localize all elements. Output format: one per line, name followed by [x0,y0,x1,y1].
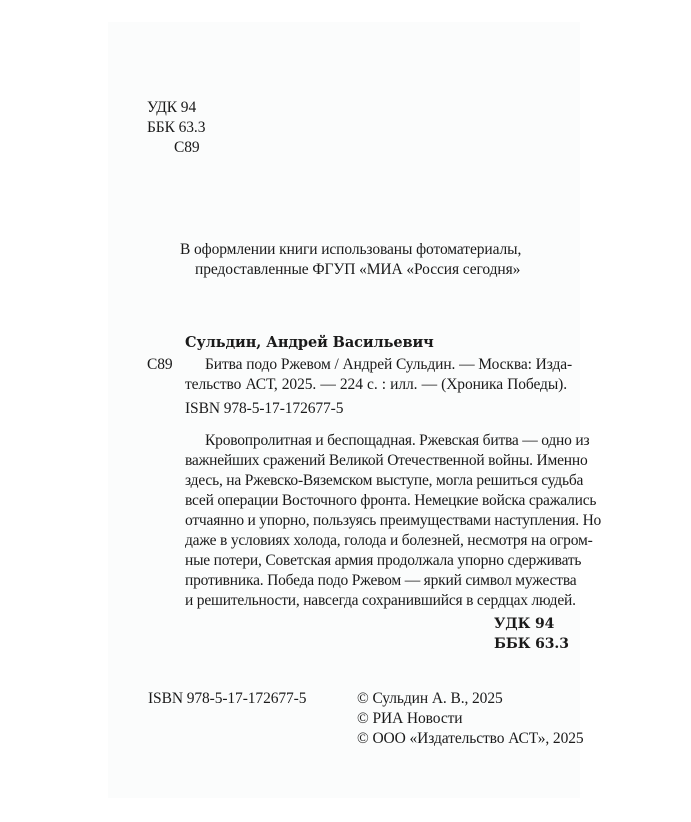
photo-credit-line-2: предоставленные ФГУП «МИА «Россия сегодня» [195,261,521,278]
annotation-line: и решительности, навсегда сохранившийся в сердцах людей. [185,592,576,609]
bbk-code-top: ББК 63.3 [147,119,206,136]
annotation-line: всей операции Восточного фронта. Немецкие войска сражались [185,492,597,509]
photo-credit-line-1: В оформлении книги использованы фотоматериалы, [180,241,522,258]
copyright-line: © РИА Новости [357,710,463,727]
bbk-code-bottom: ББК 63.3 [494,636,569,652]
annotation-line: здесь, на Ржевско-Вяземском выступе, могла решиться судьба [185,472,584,489]
description-line-2: тельство АСТ, 2025. — 224 с. : илл. — (Хроника Победы). [185,376,567,393]
description-line-1: Битва подо Ржевом / Андрей Сульдин. — Москва: Изда- [205,356,573,373]
annotation-line: отчаянно и упорно, пользуясь преимуществами наступления. Но [185,512,602,529]
isbn-record: ISBN 978-5-17-172677-5 [185,400,344,417]
annotation-line: ные потери, Советская армия продолжала упорно сдерживать [185,552,582,569]
annotation-line: Кровопролитная и беспощадная. Ржевская битва — одно из [205,432,590,449]
annotation-line: важнейших сражений Великой Отечественной войны. Именно [185,452,588,469]
udk-code-top: УДК 94 [147,99,197,116]
annotation-line: противника. Победа подо Ржевом — яркий символ мужества [185,572,577,589]
annotation-line: даже в условиях холода, голода и болезней, несмотря на огром- [185,532,593,549]
author-mark: С89 [147,356,173,373]
isbn-footer: ISBN 978-5-17-172677-5 [148,690,307,707]
copyright-line: © ООО «Издательство АСТ», 2025 [357,730,584,747]
udk-code-bottom: УДК 94 [494,616,555,632]
author-heading: Сульдин, Андрей Васильевич [185,334,434,351]
copyright-line: © Сульдин А. В., 2025 [357,690,503,707]
author-mark-top: С89 [174,139,200,156]
